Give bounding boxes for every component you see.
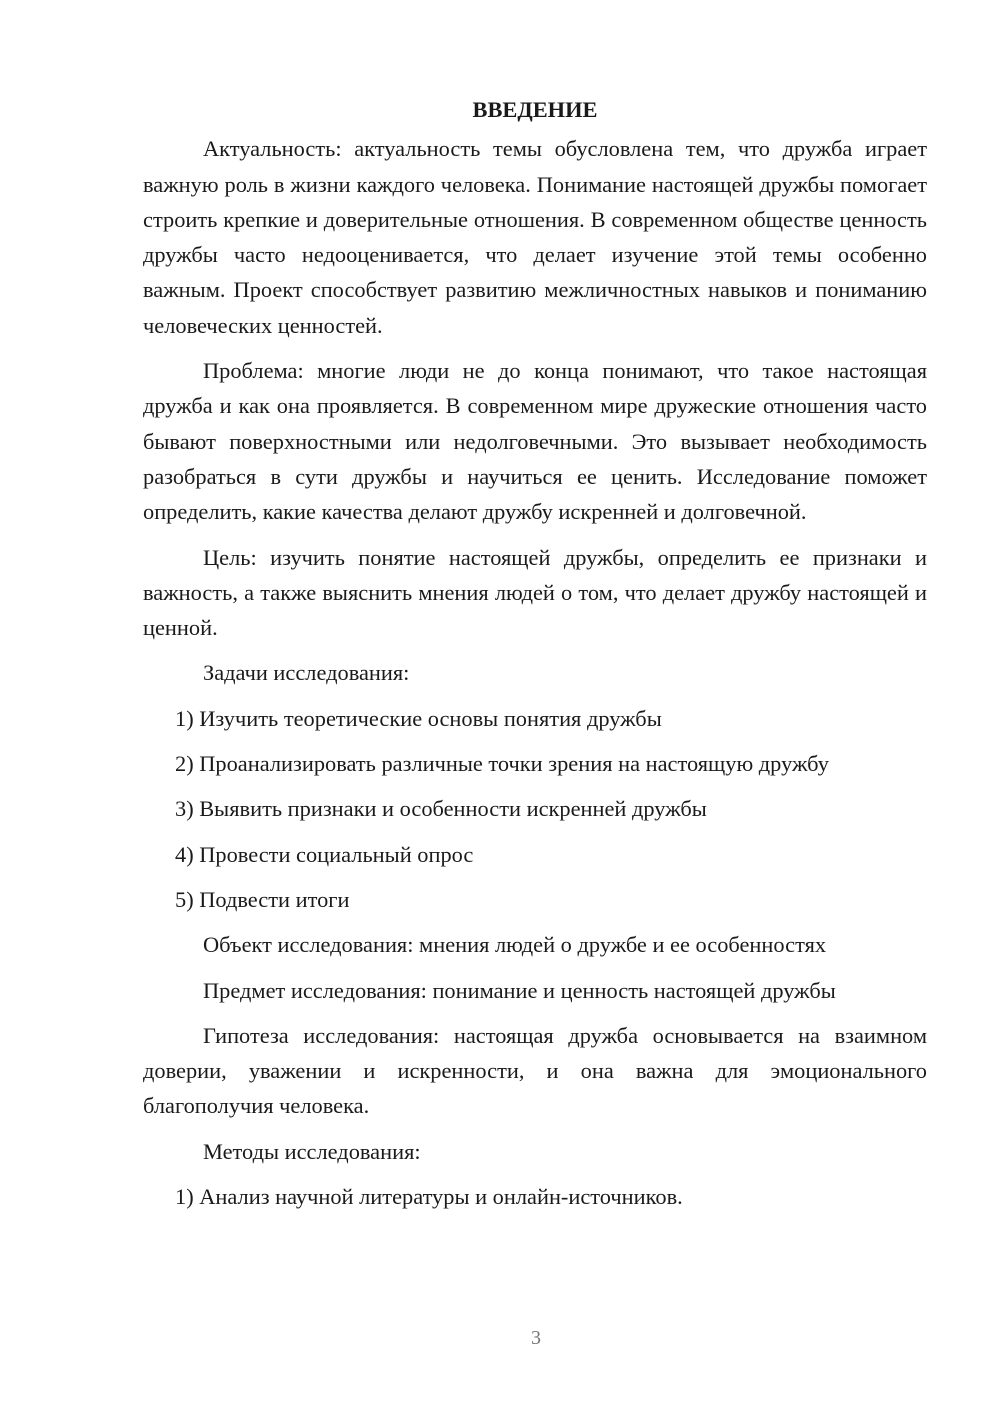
goal-paragraph: Цель: изучить понятие настоящей дружбы, определить ее признаки и важность, а также выяснить мнения людей о том, что делает дружбу настоящей и ценной. (143, 544, 927, 641)
methods-heading: Методы исследования: (203, 1138, 421, 1164)
object-line: Объект исследования: мнения людей о дружбе и ее особенностях (203, 932, 827, 958)
section-title: ВВЕДЕНИЕ (472, 97, 598, 122)
problem-paragraph: Проблема: многие люди не до конца понимают, что такое настоящая дружба и как она проявляется. В современном мире дружеские отношения часто бывают поверхностными или недолговечными. Это вызывает необходимость разобраться в сути дружбы и научиться ее ценить. Исследование поможет определить, какие качества делают дружбу искренней и долговечной. (143, 358, 927, 525)
task-item: 4) Провести социальный опрос (175, 841, 474, 867)
hypothesis-paragraph: Гипотеза исследования: настоящая дружба основывается на взаимном доверии, уважении и искренности, и она важна для эмоционального благополучия человека. (143, 1022, 927, 1119)
task-item: 3) Выявить признаки и особенности искренней дружбы (175, 796, 707, 822)
relevance-paragraph: Актуальность: актуальность темы обусловлена тем, что дружба играет важную роль в жизни каждого человека. Понимание настоящей дружбы помогает строить крепкие и доверительные отношения. В современном обществе ценность дружбы часто недооценивается, что делает изучение этой темы особенно важным. Проект способствует развитию межличностных навыков и пониманию человеческих ценностей. (143, 136, 927, 338)
page-content (143, 92, 927, 1224)
task-item: 2) Проанализировать различные точки зрения на настоящую дружбу (175, 751, 829, 777)
method-item: 1) Анализ научной литературы и онлайн-источников. (175, 1184, 683, 1210)
subject-line: Предмет исследования: понимание и ценность настоящей дружбы (203, 977, 836, 1003)
page-number: 3 (531, 1327, 541, 1349)
task-item: 5) Подвести итоги (175, 886, 350, 912)
tasks-heading: Задачи исследования: (203, 660, 410, 686)
task-item: 1) Изучить теоретические основы понятия дружбы (175, 705, 662, 731)
